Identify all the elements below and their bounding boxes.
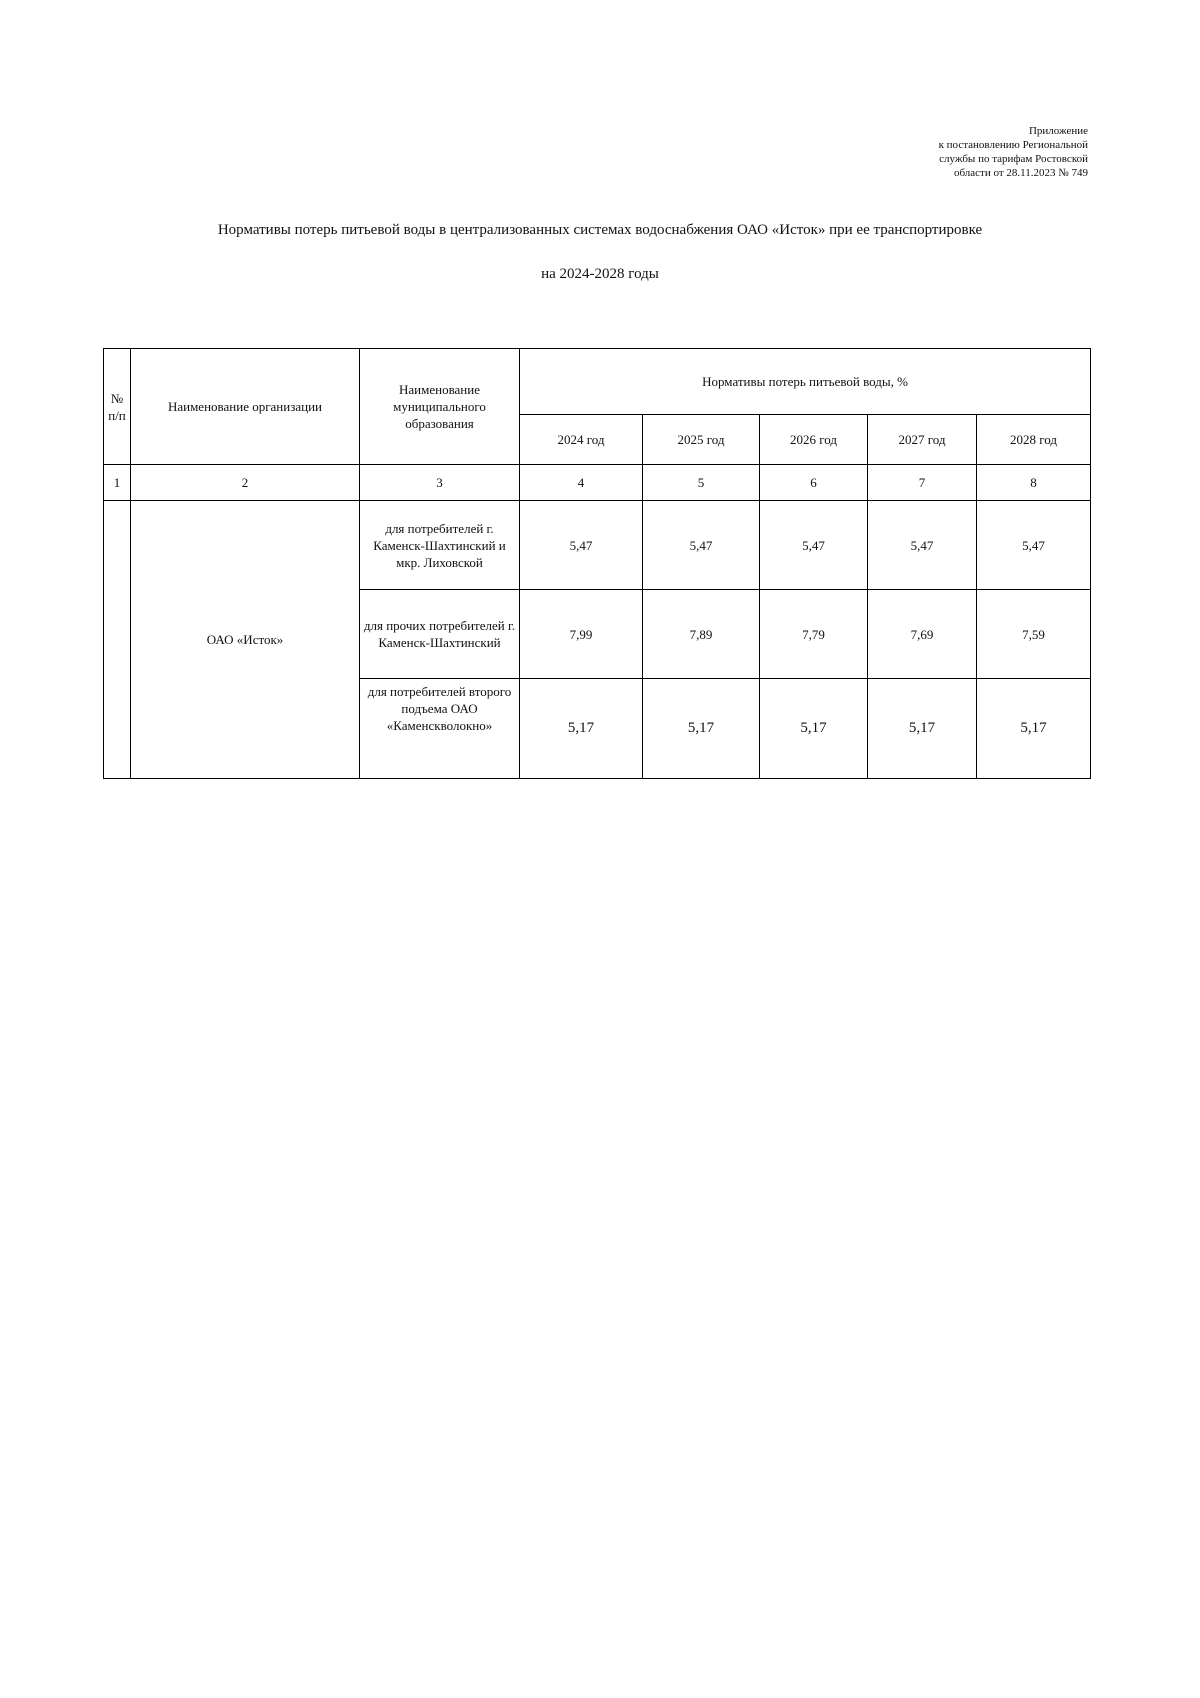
appendix-line: к постановлению Региональной bbox=[938, 139, 1088, 151]
consumer-cell: для потребителей г. Каменск-Шахтинский и мкр. Лиховской bbox=[360, 501, 520, 590]
norms-table bbox=[103, 348, 1091, 779]
column-number: 6 bbox=[760, 465, 868, 501]
header-organization: Наименование организации bbox=[131, 349, 360, 465]
header-municipality: Наименование муниципального образования bbox=[360, 349, 520, 465]
column-number: 5 bbox=[643, 465, 760, 501]
value-cell: 5,17 bbox=[643, 679, 760, 779]
value-cell: 7,89 bbox=[643, 590, 760, 679]
header-year: 2024 год bbox=[520, 415, 643, 465]
organization-name: ОАО «Исток» bbox=[131, 501, 360, 779]
consumer-cell: для прочих потребителей г. Каменск-Шахтинский bbox=[360, 590, 520, 679]
value-cell: 5,17 bbox=[977, 679, 1091, 779]
header-year: 2027 год bbox=[868, 415, 977, 465]
document-title: Нормативы потерь питьевой воды в централизованных системах водоснабжения ОАО «Исток» при ее транспортировке bbox=[217, 222, 983, 238]
value-cell: 7,69 bbox=[868, 590, 977, 679]
appendix-line: Приложение bbox=[1028, 125, 1088, 137]
header-year: 2025 год bbox=[643, 415, 760, 465]
value-cell: 5,47 bbox=[977, 501, 1091, 590]
value-cell: 5,47 bbox=[643, 501, 760, 590]
appendix-line: службы по тарифам Ростовской bbox=[939, 153, 1088, 165]
value-cell: 7,59 bbox=[977, 590, 1091, 679]
column-number: 8 bbox=[977, 465, 1091, 501]
value-cell: 5,17 bbox=[520, 679, 643, 779]
header-num: № п/п bbox=[104, 349, 131, 465]
value-cell: 5,17 bbox=[760, 679, 868, 779]
header-norms-group: Нормативы потерь питьевой воды, % bbox=[520, 349, 1091, 415]
consumer-cell: для потребителей второго подъема ОАО «Каменскволокно» bbox=[360, 679, 520, 779]
value-cell: 7,99 bbox=[520, 590, 643, 679]
table-row bbox=[104, 501, 1091, 590]
column-number: 2 bbox=[131, 465, 360, 501]
row-num-cell bbox=[104, 501, 131, 779]
value-cell: 5,47 bbox=[868, 501, 977, 590]
value-cell: 5,47 bbox=[760, 501, 868, 590]
value-cell: 5,47 bbox=[520, 501, 643, 590]
appendix-note bbox=[828, 124, 1088, 180]
column-number: 1 bbox=[104, 465, 131, 501]
header-year: 2028 год bbox=[977, 415, 1091, 465]
document-subtitle: на 2024-2028 годы bbox=[541, 266, 659, 282]
value-cell: 7,79 bbox=[760, 590, 868, 679]
column-number: 7 bbox=[868, 465, 977, 501]
appendix-line: области от 28.11.2023 № 749 bbox=[953, 167, 1088, 179]
header-year: 2026 год bbox=[760, 415, 868, 465]
column-number: 4 bbox=[520, 465, 643, 501]
value-cell: 5,17 bbox=[868, 679, 977, 779]
column-number: 3 bbox=[360, 465, 520, 501]
